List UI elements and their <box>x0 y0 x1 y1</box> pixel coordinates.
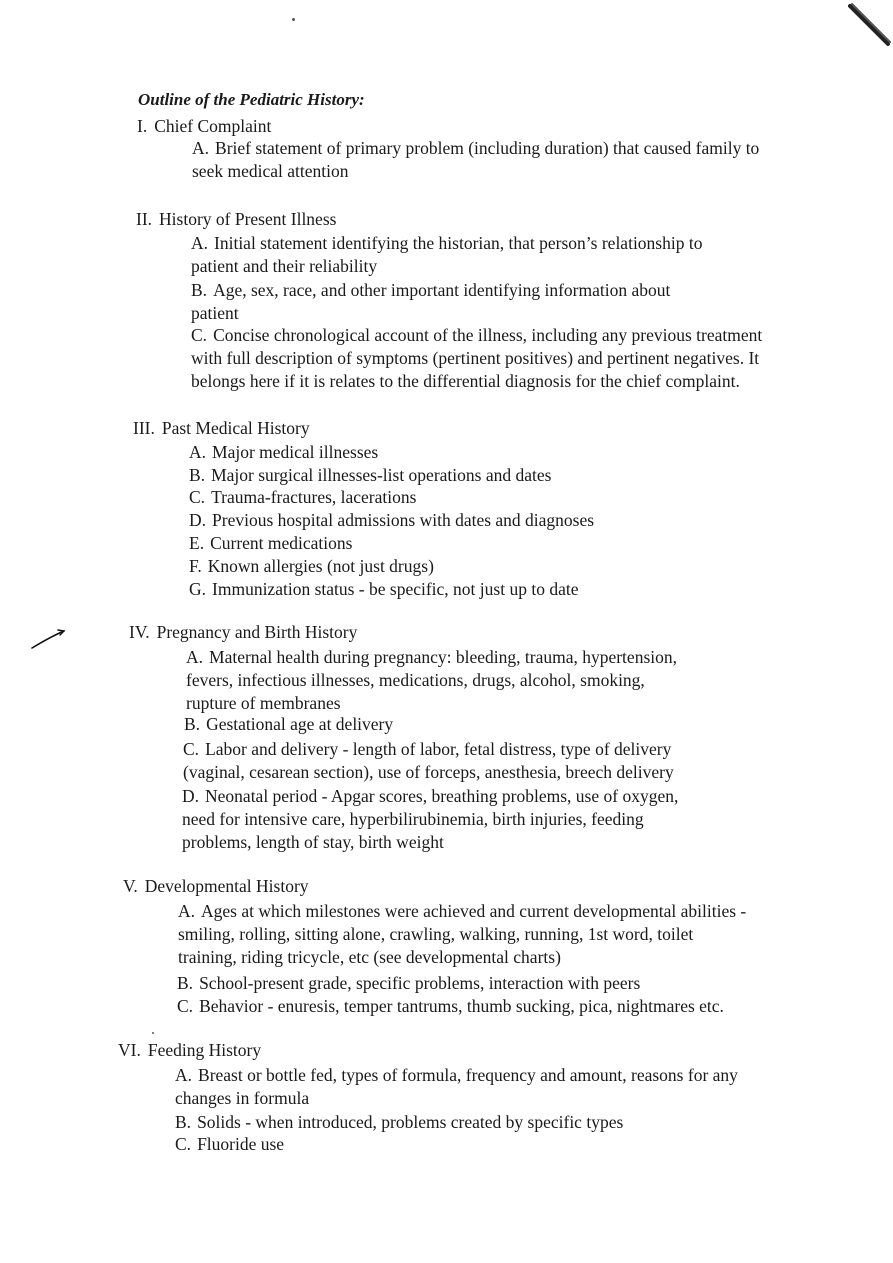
section-title: Pregnancy and Birth History <box>156 622 358 642</box>
item-letter: A. <box>191 233 209 253</box>
item-letter: C. <box>183 739 200 759</box>
section-number: VI. <box>118 1040 141 1060</box>
item-text: Labor and delivery - length of labor, fetal distress, type of delivery <box>205 739 672 759</box>
document-title: Outline of the Pediatric History: <box>138 90 365 109</box>
outline-item <box>175 1133 284 1156</box>
item-text: Immunization status - be specific, not just up to date <box>212 579 579 599</box>
item-text: Concise chronological account of the illness, including any previous treatment <box>213 325 763 345</box>
section-heading-past-medical <box>133 418 310 439</box>
outline-item <box>175 1064 738 1110</box>
item-letter: B. <box>189 465 206 485</box>
item-letter: D. <box>189 510 207 530</box>
outline-item <box>175 1111 623 1134</box>
item-text: fevers, infectious illnesses, medications, drugs, alcohol, smoking, <box>186 670 645 690</box>
outline-item <box>183 738 674 784</box>
item-letter: B. <box>177 973 194 993</box>
item-text: Solids - when introduced, problems created by specific types <box>197 1112 624 1132</box>
item-text: Behavior - enuresis, temper tantrums, thumb sucking, pica, nightmares etc. <box>199 996 724 1016</box>
scan-speck <box>152 1032 154 1034</box>
item-letter: C. <box>175 1134 192 1154</box>
staple-mark-icon <box>848 2 893 50</box>
item-letter: A. <box>189 442 207 462</box>
item-text: problems, length of stay, birth weight <box>182 832 444 852</box>
section-heading-pregnancy-birth <box>129 622 357 643</box>
item-text: training, riding tricycle, etc (see developmental charts) <box>178 947 561 967</box>
item-letter: C. <box>189 487 206 507</box>
item-text: Gestational age at delivery <box>206 714 394 734</box>
item-text: (vaginal, cesarean section), use of forceps, anesthesia, breech delivery <box>183 762 674 782</box>
outline-item <box>184 713 393 736</box>
outline-item <box>189 509 594 532</box>
section-number: I. <box>137 116 148 136</box>
item-letter: B. <box>175 1112 192 1132</box>
item-letter: F. <box>189 556 202 576</box>
item-letter: A. <box>186 647 204 667</box>
item-text: Previous hospital admissions with dates and diagnoses <box>212 510 595 530</box>
item-text: Known allergies (not just drugs) <box>207 556 434 576</box>
item-text: with full description of symptoms (pertinent positives) and pertinent negatives. It <box>191 348 760 368</box>
section-title: Chief Complaint <box>154 116 272 136</box>
item-text: Maternal health during pregnancy: bleeding, trauma, hypertension, <box>209 647 677 667</box>
section-heading-feeding <box>118 1040 261 1061</box>
item-text: rupture of membranes <box>186 693 341 713</box>
item-text: Breast or bottle fed, types of formula, frequency and amount, reasons for any <box>198 1065 738 1085</box>
outline-item <box>177 995 724 1018</box>
item-text: smiling, rolling, sitting alone, crawling, walking, running, 1st word, toilet <box>178 924 694 944</box>
outline-item <box>189 578 578 601</box>
scan-speck <box>292 18 295 21</box>
item-text: Trauma-fractures, lacerations <box>211 487 417 507</box>
item-letter: C. <box>191 325 208 345</box>
item-letter: C. <box>177 996 194 1016</box>
section-title: Feeding History <box>147 1040 262 1060</box>
section-number: IV. <box>129 622 150 642</box>
item-text: seek medical attention <box>192 161 349 181</box>
item-text: Brief statement of primary problem (including duration) that caused family to <box>215 138 760 158</box>
section-heading-developmental <box>123 876 309 897</box>
item-letter: A. <box>192 138 210 158</box>
outline-item <box>178 900 746 969</box>
item-text: School-present grade, specific problems, interaction with peers <box>199 973 641 993</box>
item-text: Fluoride use <box>197 1134 285 1154</box>
section-heading-chief-complaint <box>137 116 271 137</box>
outline-item <box>189 532 352 555</box>
outline-item <box>189 555 434 578</box>
item-text: Initial statement identifying the historian, that person’s relationship to <box>214 233 703 253</box>
item-text: Current medications <box>210 533 353 553</box>
outline-item <box>191 232 702 278</box>
item-text: Major medical illnesses <box>212 442 379 462</box>
outline-item <box>191 279 670 325</box>
item-letter: A. <box>175 1065 193 1085</box>
item-letter: B. <box>184 714 201 734</box>
item-text: Major surgical illnesses-list operations and dates <box>211 465 552 485</box>
outline-item <box>189 441 378 464</box>
section-heading-present-illness <box>136 209 336 230</box>
item-text: need for intensive care, hyperbilirubinemia, birth injuries, feeding <box>182 809 644 829</box>
item-letter: B. <box>191 280 208 300</box>
item-text: Neonatal period - Apgar scores, breathing problems, use of oxygen, <box>205 786 679 806</box>
item-text: patient and their reliability <box>191 256 378 276</box>
outline-item <box>189 486 416 509</box>
outline-item <box>189 464 551 487</box>
item-letter: G. <box>189 579 207 599</box>
outline-item <box>186 646 677 715</box>
item-letter: D. <box>182 786 200 806</box>
item-letter: A. <box>178 901 196 921</box>
outline-item <box>177 972 640 995</box>
section-number: II. <box>136 209 153 229</box>
outline-item <box>192 137 759 183</box>
outline-item <box>182 785 678 854</box>
item-text: Ages at which milestones were achieved and current developmental abilities - <box>201 901 747 921</box>
section-number: III. <box>133 418 155 438</box>
item-letter: E. <box>189 533 205 553</box>
item-text: Age, sex, race, and other important identifying information about <box>213 280 671 300</box>
item-text: patient <box>191 303 239 323</box>
section-number: V. <box>123 876 138 896</box>
section-title: Past Medical History <box>161 418 310 438</box>
outline-item <box>191 324 762 393</box>
item-text: belongs here if it is relates to the differential diagnosis for the chief complaint. <box>191 371 740 391</box>
section-title: Developmental History <box>144 876 309 896</box>
pen-tick-mark-icon <box>30 626 66 652</box>
section-title: History of Present Illness <box>159 209 337 229</box>
item-text: changes in formula <box>175 1088 310 1108</box>
